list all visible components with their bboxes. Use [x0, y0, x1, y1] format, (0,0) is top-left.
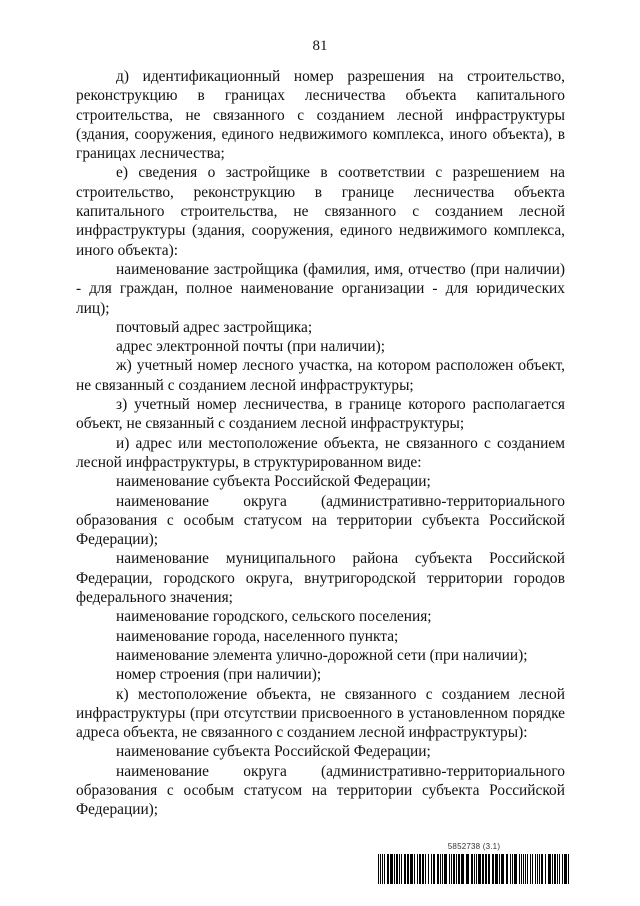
paragraph: почтовый адрес застройщика;: [116, 318, 313, 336]
paragraph: з) учетный номер лесничества, в границе которого располагается объект, не связанный с созданием лесной инфраструктуры;: [76, 396, 565, 433]
paragraph: наименование субъекта Российской Федерации;: [116, 473, 431, 491]
paragraph: и) адрес или местоположение объекта, не связанного с созданием лесной инфраструктуры, в структурированном виде:: [76, 434, 565, 471]
paragraph: наименование элемента улично-дорожной сети (при наличии);: [116, 646, 528, 664]
paragraph: наименование округа (административно-территориального образования с особым статусом на территории субъекта Российской Федерации);: [76, 492, 565, 549]
paragraph: наименование округа (административно-территориального образования с особым статусом на территории субъекта Российской Федерации);: [76, 762, 565, 819]
barcode-icon: [378, 854, 570, 884]
paragraph: наименование города, населенного пункта;: [116, 627, 399, 645]
paragraph: наименование застройщика (фамилия, имя, отчество (при наличии) - для граждан, полное наименование организации - для юридических лиц);: [76, 260, 565, 317]
body-text: [76, 67, 565, 820]
paragraph: к) местоположение объекта, не связанного с созданием лесной инфраструктуры (при отсутствии присвоенного в установленном порядке адреса объекта, не связанного с созданием лесной инфраструктуры):: [76, 685, 565, 742]
paragraph: номер строения (при наличии);: [116, 666, 322, 684]
paragraph: е) сведения о застройщике в соответствии с разрешением на строительство, реконструкцию в границе лесничества объекта капитального строительства, не связанного с созданием лесной инфраструктуры (здания, сооружения, единого недвижимого комплекса, иного объекта):: [76, 164, 565, 259]
paragraph: ж) учетный номер лесного участка, на котором расположен объект, не связанный с созданием лесной инфраструктуры;: [76, 357, 565, 394]
paragraph: адрес электронной почты (при наличии);: [116, 338, 385, 356]
paragraph: наименование субъекта Российской Федерации;: [116, 743, 431, 761]
document-footer: [378, 842, 570, 884]
page-number: 81: [312, 38, 328, 54]
paragraph: д) идентификационный номер разрешения на строительство, реконструкцию в границах лесничества объекта капитального строительства, не связанного с созданием лесной инфраструктуры (здания, сооружения, единого недвижимого комплекса, иного объекта), в границах лесничества;: [76, 68, 565, 163]
paragraph: наименование муниципального района субъекта Российской Федерации, городского округа, внутригородской территории городов федерального значения;: [76, 550, 565, 607]
document-code: 5852738 (3.1): [447, 842, 501, 851]
paragraph: наименование городского, сельского поселения;: [116, 608, 432, 626]
